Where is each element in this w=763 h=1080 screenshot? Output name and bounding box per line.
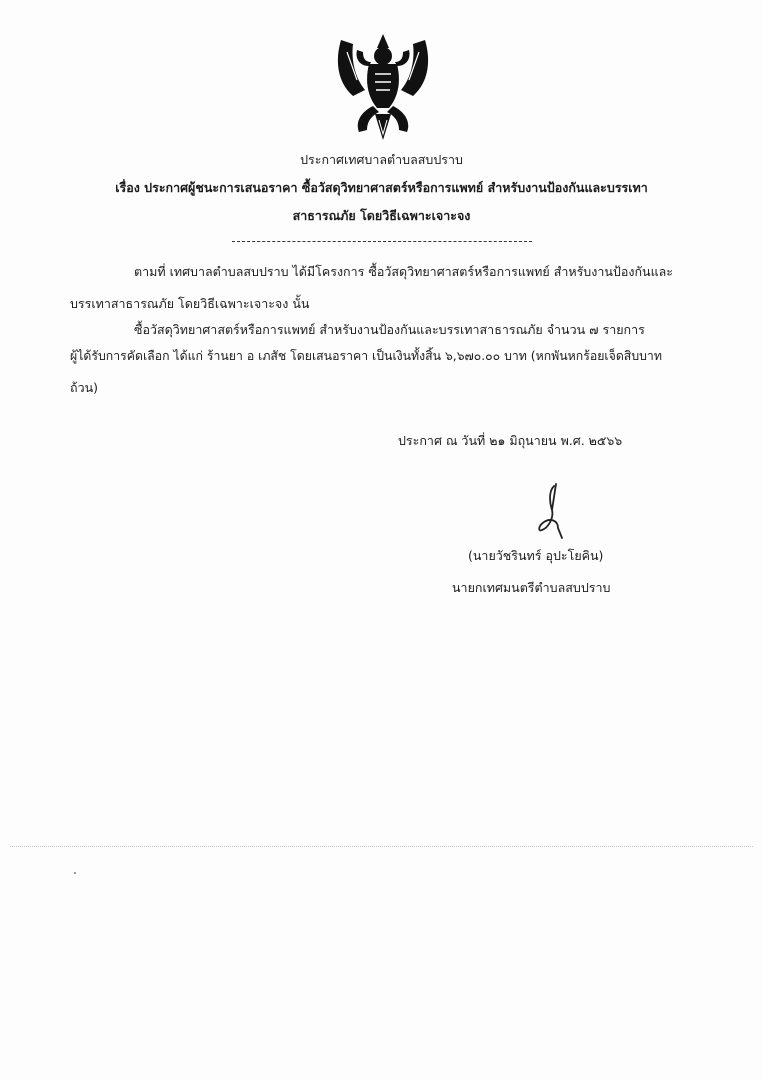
subject-line-1: เรื่อง ประกาศผู้ชนะการเสนอราคา ซื้อวัสดุวิทยาศาสตร์หรือการแพทย์ สำหรับงานป้องกันและบรรเทา	[115, 180, 648, 195]
issuer-heading: ประกาศเทศบาลตำบลสบปราบ	[300, 152, 463, 167]
handwritten-signature-icon	[528, 480, 578, 540]
paragraph-1-line-2: บรรเทาสาธารณภัย โดยวิธีเฉพาะเจาะจง นั้น	[70, 296, 310, 311]
scan-speck	[74, 872, 76, 874]
paragraph-2-line-2: ผู้ได้รับการคัดเลือก ได้แก่ ร้านยา อ เภสัช โดยเสนอราคา เป็นเงินทั้งสิ้น ๖,๖๗๐.๐๐ บาท (หกพันหกร้อยเจ็ดสิบบาท	[70, 349, 662, 363]
paragraph-2-line-3: ถ้วน)	[70, 380, 99, 395]
subject-line-2: สาธารณภัย โดยวิธีเฉพาะเจาะจง	[292, 208, 471, 223]
garuda-emblem-icon	[333, 30, 433, 142]
signer-name: (นายวัชรินทร์ อุปะโยคิน)	[468, 548, 604, 563]
scan-artifact-line	[10, 846, 753, 847]
paragraph-1-line-1: ตามที่ เทศบาลตำบลสบปราบ ได้มีโครงการ ซื้อวัสดุวิทยาศาสตร์หรือการแพทย์ สำหรับงานป้องกันและ	[134, 264, 673, 279]
separator-rule	[232, 241, 532, 242]
signer-title: นายกเทศมนตรีตำบลสบปราบ	[452, 580, 611, 595]
paragraph-2-line-1: ซื้อวัสดุวิทยาศาสตร์หรือการแพทย์ สำหรับงานป้องกันและบรรเทาสาธารณภัย จำนวน ๗ รายการ	[134, 322, 645, 337]
announcement-date: ประกาศ ณ วันที่ ๒๑ มิถุนายน พ.ศ. ๒๕๖๖	[398, 433, 623, 448]
